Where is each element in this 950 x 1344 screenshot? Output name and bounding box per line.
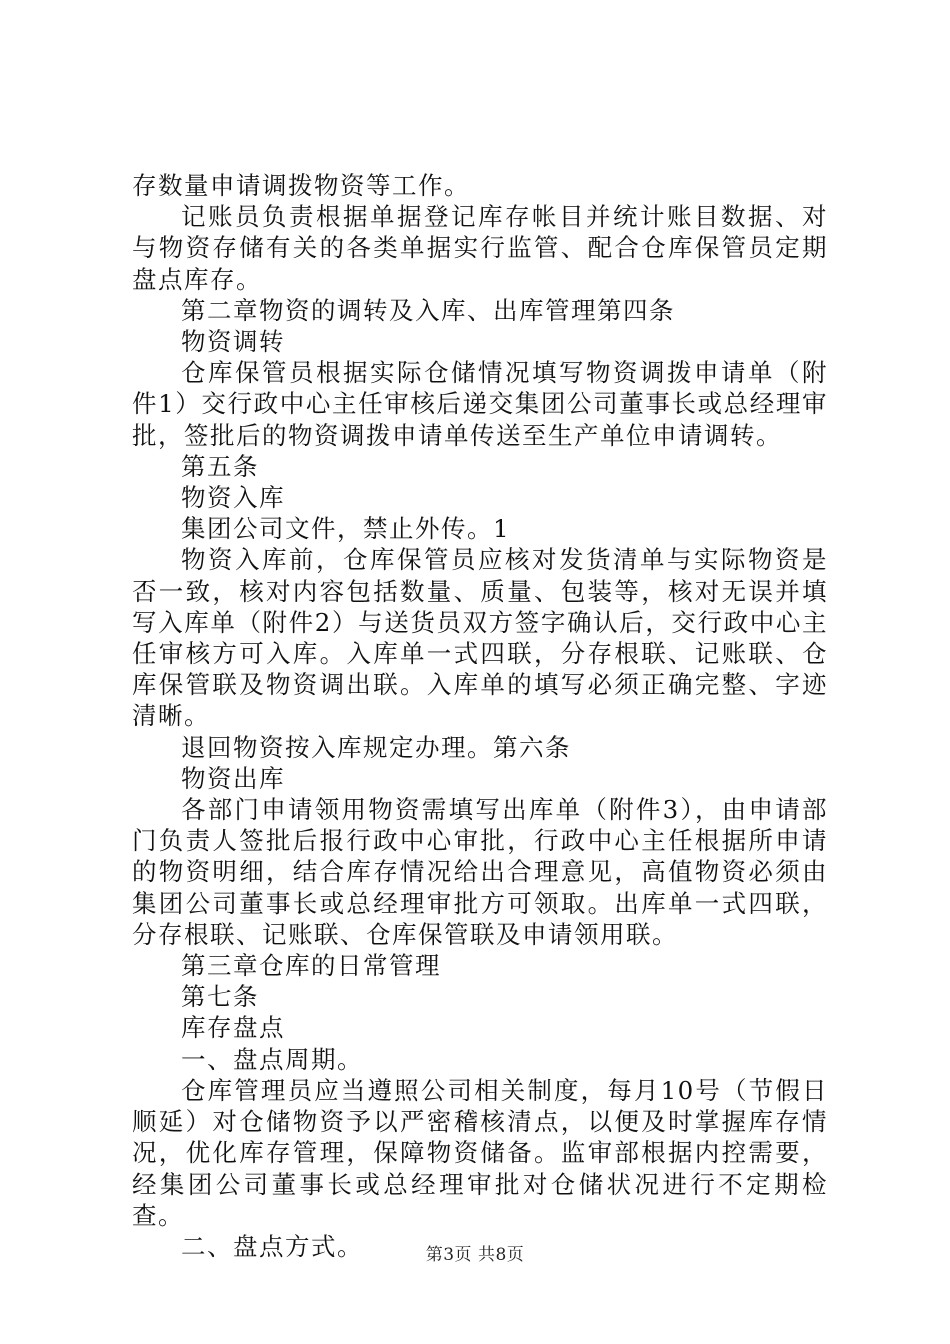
paragraph: 第二章物资的调转及入库、出库管理第四条 <box>181 295 675 325</box>
paragraph: 二、盘点方式。 <box>181 1231 363 1261</box>
paragraph: 第三章仓库的日常管理 <box>181 951 441 981</box>
paragraph: 第五条 <box>181 451 259 481</box>
paragraph: 仓库保管员根据实际仓储情况填写物资调拨申请单（附件1）交行政中心主任审核后递交集团公司董事长或总经理审批，签批后的物资调拨申请单传送至生产单位申请调转。 <box>132 358 828 450</box>
paragraph: 记账员负责根据单据登记库存帐目并统计账目数据、对与物资存储有关的各类单据实行监管、配合仓库保管员定期盘点库存。 <box>132 202 828 294</box>
paragraph: 物资入库前，仓库保管员应核对发货清单与实际物资是否一致，核对内容包括数量、质量、包装等，核对无误并填写入库单（附件2）与送货员双方签字确认后，交行政中心主任审核方可入库。入库单一式四联，分存根联、记账联、仓库保管联及物资调出联。入库单的填写必须正确完整、字迹清晰。 <box>132 545 828 731</box>
paragraph: 物资出库 <box>181 763 285 793</box>
paragraph: 存数量申请调拨物资等工作。 <box>132 171 470 200</box>
paragraph: 库存盘点 <box>181 1013 285 1043</box>
paragraph: 仓库管理员应当遵照公司相关制度，每月10号（节假日顺延）对仓储物资予以严密稽核清点，以便及时掌握库存情况，优化库存管理，保障物资储备。监审部根据内控需要，经集团公司董事长或总经理审批对仓储状况进行不定期检查。 <box>132 1075 828 1230</box>
paragraph: 物资入库 <box>181 483 285 513</box>
paragraph: 各部门申请领用物资需填写出库单（附件3），由申请部门负责人签批后报行政中心审批，行政中心主任根据所申请的物资明细，结合库存情况给出合理意见，高值物资必须由集团公司董事长或总经理审批方可领取。出库单一式四联，分存根联、记账联、仓库保管联及申请领用联。 <box>132 795 828 949</box>
paragraph: 物资调转 <box>181 327 285 357</box>
paragraph: 集团公司文件，禁止外传。1 <box>181 514 511 544</box>
document-body <box>132 170 828 1262</box>
page-footer: 第3页 共8页 <box>425 1245 525 1265</box>
paragraph: 一、盘点周期。 <box>181 1044 363 1074</box>
paragraph: 退回物资按入库规定办理。第六条 <box>181 732 571 762</box>
paragraph: 第七条 <box>181 982 259 1012</box>
